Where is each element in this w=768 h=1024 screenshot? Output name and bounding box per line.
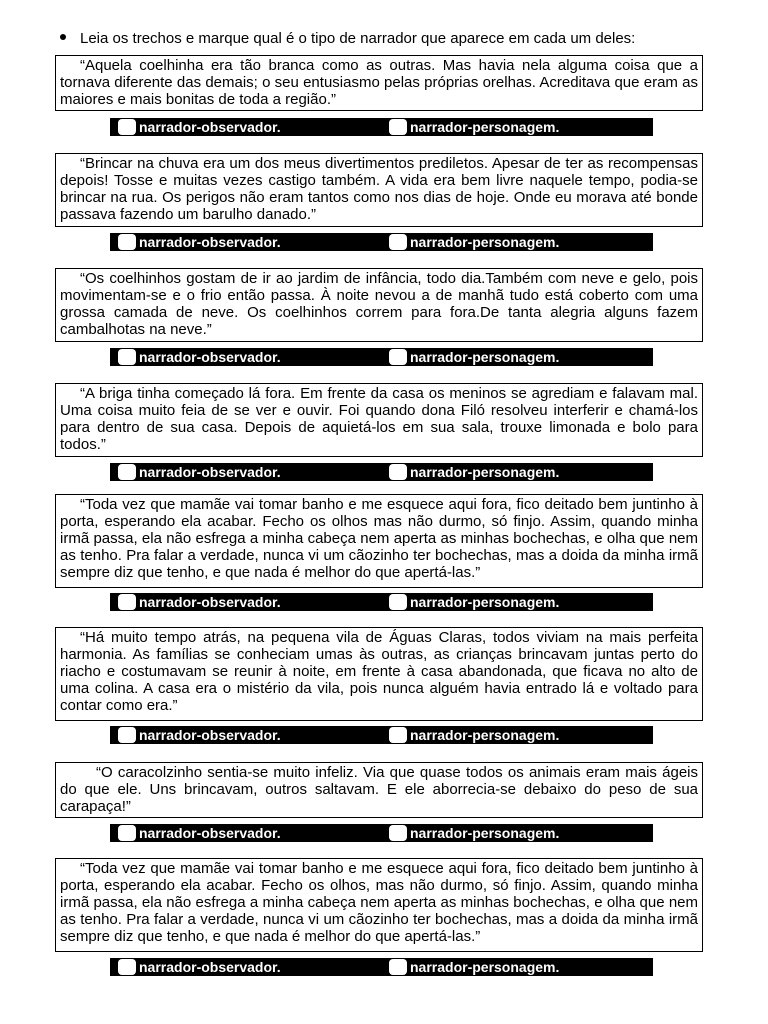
option-character[interactable] — [389, 593, 559, 611]
checkbox-observer[interactable] — [118, 825, 136, 841]
passage-box — [55, 383, 703, 457]
option-character[interactable] — [389, 118, 559, 136]
option-observer-label: narrador-observador. — [139, 727, 281, 743]
bullet-icon — [60, 34, 66, 40]
option-character-label: narrador-personagem. — [410, 234, 560, 250]
checkbox-character[interactable] — [389, 234, 407, 250]
option-observer[interactable] — [118, 726, 281, 744]
option-observer[interactable] — [118, 233, 281, 251]
option-character[interactable] — [389, 233, 559, 251]
answer-bar — [110, 958, 653, 976]
option-observer[interactable] — [118, 463, 281, 481]
option-character-label: narrador-personagem. — [410, 959, 560, 975]
answer-bar — [110, 233, 653, 251]
option-observer-label: narrador-observador. — [139, 594, 281, 610]
instruction-text: Leia os trechos e marque qual é o tipo de narrador que aparece em cada um deles: — [80, 30, 636, 47]
checkbox-observer[interactable] — [118, 594, 136, 610]
option-observer-label: narrador-observador. — [139, 349, 281, 365]
checkbox-observer[interactable] — [118, 464, 136, 480]
checkbox-observer[interactable] — [118, 959, 136, 975]
passage-box — [55, 762, 703, 818]
option-character-label: narrador-personagem. — [410, 464, 560, 480]
option-character-label: narrador-personagem. — [410, 727, 560, 743]
option-observer[interactable] — [118, 118, 281, 136]
option-character[interactable] — [389, 726, 559, 744]
option-character-label: narrador-personagem. — [410, 119, 560, 135]
passage-text: “O caracolzinho sentia-se muito infeliz. Via que quase todos os animais eram mais ágeis do que ele. Uns brincavam, outros saltavam. E ele aborrecia-se debaixo do peso de sua carapaça!” — [60, 764, 698, 815]
option-observer-label: narrador-observador. — [139, 234, 281, 250]
option-character-label: narrador-personagem. — [410, 825, 560, 841]
passage-box — [55, 268, 703, 342]
checkbox-observer[interactable] — [118, 119, 136, 135]
checkbox-character[interactable] — [389, 349, 407, 365]
answer-bar — [110, 348, 653, 366]
passage-text: “Toda vez que mamãe vai tomar banho e me esquece aqui fora, fico deitado bem juntinho à porta, esperando ela acabar. Fecho os olhos mas não durmo, só finjo. Assim, quando minha irmã passa, ela não esfrega a minha cabeça nem aperta as minhas bochechas, e olha que nem as tenho. Pra falar a verdade, nunca vi um cãozinho ter bochechas, mas a doida da minha irmã sempre diz que tenho, e que nada é melhor do que apertá-las.” — [60, 496, 698, 581]
option-observer-label: narrador-observador. — [139, 959, 281, 975]
option-observer[interactable] — [118, 824, 281, 842]
passage-text: “Os coelhinhos gostam de ir ao jardim de infância, todo dia.Também com neve e gelo, pois movimentam-se e o frio então passa. À noite nevou a de manhã tudo está coberto com uma grossa camada de neve. Os coelhinhos correm para fora.De tanta alegria alguns fazem cambalhotas na neve.” — [60, 270, 698, 338]
answer-bar — [110, 824, 653, 842]
passage-text: “Brincar na chuva era um dos meus divertimentos prediletos. Apesar de ter as recompensas depois! Tosse e muitas vezes castigo também. A vida era bem livre naquele tempo, podia-se brincar na rua. Os perigos não eram tantos como nos dias de hoje. Onde eu morava até bonde passava fazendo um barulho danado.” — [60, 155, 698, 223]
option-character[interactable] — [389, 463, 559, 481]
option-character-label: narrador-personagem. — [410, 349, 560, 365]
answer-bar — [110, 726, 653, 744]
answer-bar — [110, 463, 653, 481]
checkbox-observer[interactable] — [118, 234, 136, 250]
checkbox-character[interactable] — [389, 825, 407, 841]
option-character[interactable] — [389, 348, 559, 366]
instruction — [60, 30, 635, 48]
passage-box — [55, 858, 703, 952]
checkbox-character[interactable] — [389, 727, 407, 743]
option-character-label: narrador-personagem. — [410, 594, 560, 610]
passage-box — [55, 627, 703, 721]
option-character[interactable] — [389, 824, 559, 842]
checkbox-character[interactable] — [389, 959, 407, 975]
passage-text: “Aquela coelhinha era tão branca como as outras. Mas havia nela alguma coisa que a tornava diferente das demais; o seu entusiasmo pelas próprias orelhas. Acreditava que eram as maiores e mais bonitas de toda a região.” — [60, 57, 698, 108]
passage-text: “A briga tinha começado lá fora. Em frente da casa os meninos se agrediam e falavam mal. Uma coisa muito feia de se ver e ouvir. Foi quando dona Filó resolveu interferir e chamá-los para dentro de sua casa. Depois de aquietá-los em sua sala, trouxe limonada e bolo para todos.” — [60, 385, 698, 453]
option-observer[interactable] — [118, 958, 281, 976]
answer-bar — [110, 118, 653, 136]
passage-text: “Há muito tempo atrás, na pequena vila de Águas Claras, todos viviam na mais perfeita harmonia. As famílias se conheciam umas às outras, as crianças brincavam juntas perto do riacho e costumavam se reunir à noite, em frente à casa abandonada, que ficava no alto de uma colina. A casa era o mistério da vila, pois nunca alguém havia entrado lá e voltado para contar como era.” — [60, 629, 698, 714]
passage-box — [55, 153, 703, 227]
option-character[interactable] — [389, 958, 559, 976]
checkbox-observer[interactable] — [118, 727, 136, 743]
option-observer[interactable] — [118, 348, 281, 366]
checkbox-character[interactable] — [389, 594, 407, 610]
option-observer[interactable] — [118, 593, 281, 611]
checkbox-observer[interactable] — [118, 349, 136, 365]
option-observer-label: narrador-observador. — [139, 825, 281, 841]
option-observer-label: narrador-observador. — [139, 464, 281, 480]
passage-box — [55, 55, 703, 111]
passage-box — [55, 494, 703, 588]
checkbox-character[interactable] — [389, 464, 407, 480]
answer-bar — [110, 593, 653, 611]
passage-text: “Toda vez que mamãe vai tomar banho e me esquece aqui fora, fico deitado bem juntinho à porta, esperando ela acabar. Fecho os olhos, mas não durmo, só finjo. Assim, quando minha irmã passa, ela não esfrega a minha cabeça nem aperta as minhas bochechas, e olha que nem as tenho. Pra falar a verdade, nunca vi um cãozinho ter bochechas, mas a doida da minha irmã sempre diz que tenho, e que nada é melhor do que apertá-las.” — [60, 860, 698, 945]
checkbox-character[interactable] — [389, 119, 407, 135]
option-observer-label: narrador-observador. — [139, 119, 281, 135]
